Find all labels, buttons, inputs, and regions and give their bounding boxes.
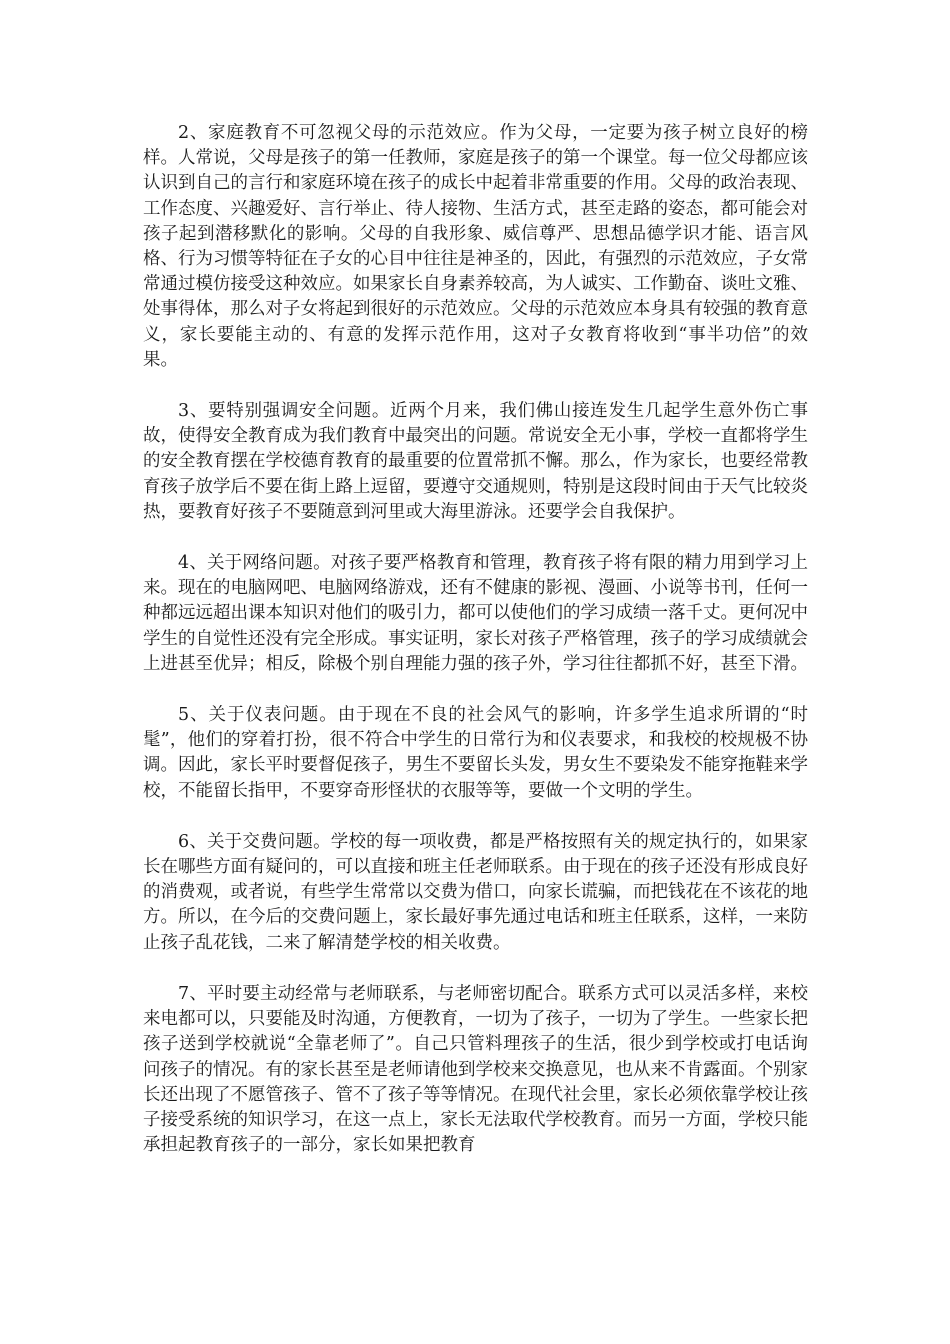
paragraph-7-teacher-contact: 7、平时要主动经常与老师联系，与老师密切配合。联系方式可以灵活多样，来校来电都可以，只要能及时沟通，方便教育，一切为了孩子，一切为了学生。一些家长把孩子送到学校就说“全靠老师了”。自己只管料理孩子的生活，很少到学校或打电话询问孩子的情况。有的家长甚至是老师请他到学校来交换意见，也从来不肯露面。个别家长还出现了不愿管孩子、管不了孩子等等情况。在现代社会里，家长必须依靠学校让孩子接受系统的知识学习，在这一点上，家长无法取代学校教育。而另一方面，学校只能承担起教育孩子的一部分，家长如果把教育	[143, 983, 808, 1156]
document-body	[143, 121, 808, 1158]
paragraph-5-appearance: 5、关于仪表问题。由于现在不良的社会风气的影响，许多学生追求所谓的“时髦”，他们的穿着打扮，很不符合中学生的日常行为和仪表要求，和我校的校规极不协调。因此，家长平时要督促孩子，男生不要留长头发，男女生不要染发不能穿拖鞋来学校，不能留长指甲，不要穿奇形怪状的衣服等等，要做一个文明的学生。	[143, 705, 808, 801]
paragraph-3-safety: 3、要特别强调安全问题。近两个月来，我们佛山接连发生几起学生意外伤亡事故，使得安全教育成为我们教育中最突出的问题。常说安全无小事，学校一直都将学生的安全教育摆在学校德育教育的最重要的位置常抓不懈。那么，作为家长，也要经常教育孩子放学后不要在街上路上逗留，要遵守交通规则，特别是这段时间由于天气比较炎热，要教育好孩子不要随意到河里或大海里游泳。还要学会自我保护。	[143, 401, 808, 522]
paragraph-6-fees: 6、关于交费问题。学校的每一项收费，都是严格按照有关的规定执行的，如果家长在哪些方面有疑问的，可以直接和班主任老师联系。由于现在的孩子还没有形成良好的消费观，或者说，有些学生常常以交费为借口，向家长谎骗，而把钱花在不该花的地方。所以，在今后的交费问题上，家长最好事先通过电话和班主任联系，这样，一来防止孩子乱花钱，二来了解清楚学校的相关收费。	[143, 831, 808, 953]
paragraph-4-internet: 4、关于网络问题。对孩子要严格教育和管理，教育孩子将有限的精力用到学习上来。现在的电脑网吧、电脑网络游戏，还有不健康的影视、漫画、小说等书刊，任何一种都远远超出课本知识对他们的吸引力，都可以使他们的学习成绩一落千丈。更何况中学生的自觉性还没有完全形成。事实证明，家长对孩子严格管理，孩子的学习成绩就会上进甚至优异；相反，除极个别自理能力强的孩子外，学习往往都抓不好，甚至下滑。	[143, 553, 808, 674]
paragraph-2-parent-example: 2、家庭教育不可忽视父母的示范效应。作为父母，一定要为孩子树立良好的榜样。人常说，父母是孩子的第一任教师，家庭是孩子的第一个课堂。每一位父母都应该认识到自己的言行和家庭环境在孩子的成长中起着非常重要的作用。父母的政治表现、工作态度、兴趣爱好、言行举止、待人接物、生活方式，甚至走路的姿态，都可能会对孩子起到潜移默化的影响。父母的自我形象、威信尊严、思想品德学识才能、语言风格、行为习惯等特征在子女的心目中往往是神圣的，因此，有强烈的示范效应，子女常常通过模仿接受这种效应。如果家长自身素养较高，为人诚实、工作勤奋、谈吐文雅、处事得体，那么对子女将起到很好的示范效应。父母的示范效应本身具有较强的教育意义，家长要能主动的、有意的发挥示范作用，这对子女教育将收到“事半功倍”的效果。	[143, 123, 808, 370]
